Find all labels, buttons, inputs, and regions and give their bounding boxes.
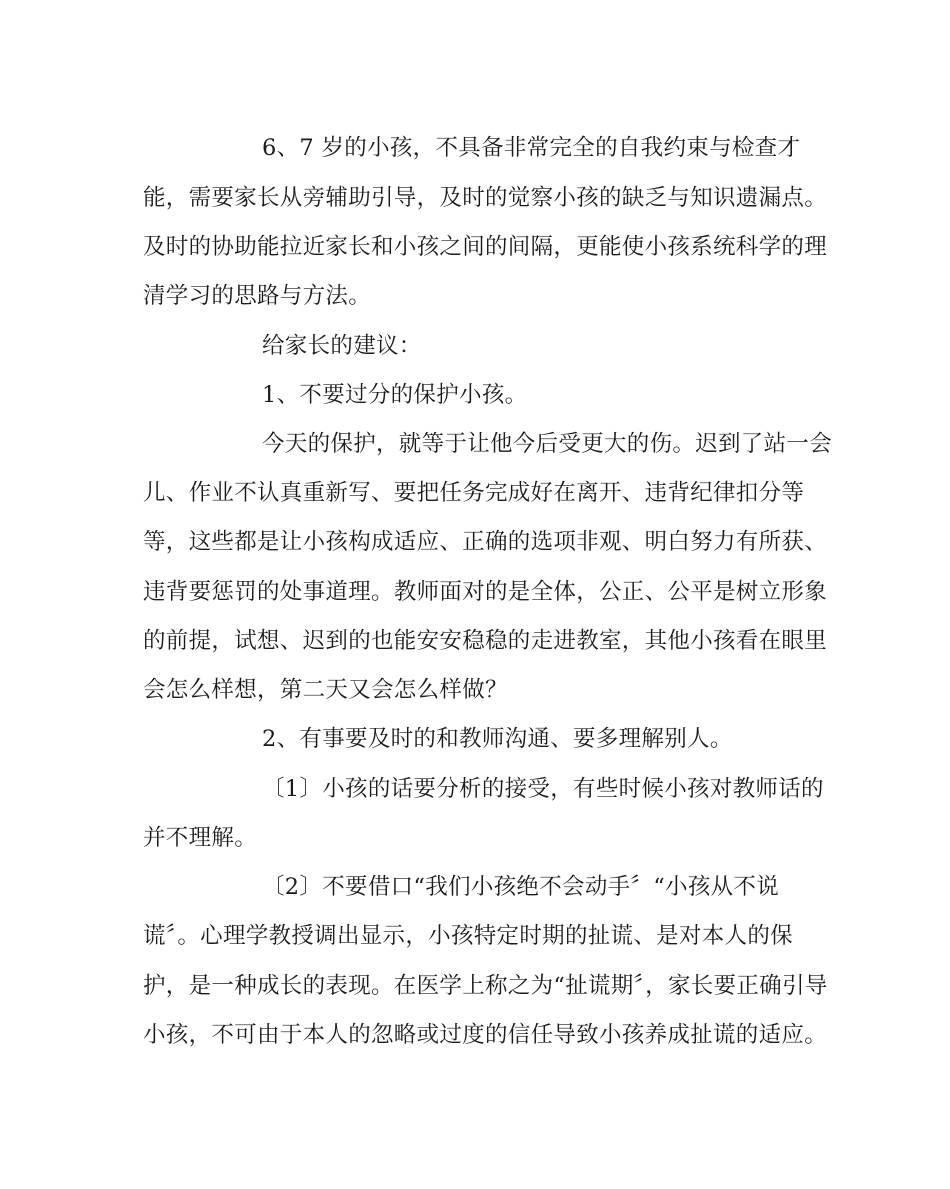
advice-item-2-title: 2、有事要及时的和教师沟通、要多理解别人。	[262, 726, 733, 752]
paragraph-1-line-4: 清学习的思路与方法。	[143, 283, 372, 309]
paragraph-1-line-1: 6、7 岁的小孩，不具备非常完全的自我约束与检查才	[262, 135, 801, 161]
advice-item-1-line-2: 儿、作业不认真重新写、要把任务完成好在离开、违背纪律扣分等	[143, 480, 805, 506]
advice-heading: 给家长的建议：	[262, 333, 422, 359]
advice-item-1-line-3: 等，这些都是让小孩构成适应、正确的选项非观、明白努力有所获、	[143, 529, 828, 555]
advice-item-1-line-6: 会怎么样想，第二天又会怎么样做？	[143, 677, 508, 703]
advice-item-2-sub-2-line-1: 〔2〕不要借口“我们小孩绝不会动手〞“小孩从不说	[262, 874, 780, 900]
paragraph-1-line-3: 及时的协助能拉近家长和小孩之间的间隔，更能使小孩系统科学的理	[143, 234, 828, 260]
advice-item-1-line-1: 今天的保护，就等于让他今后受更大的伤。迟到了站一会	[262, 431, 833, 457]
paragraph-1-line-2: 能，需要家长从旁辅助引导，及时的觉察小孩的缺乏与知识遗漏点。	[143, 185, 828, 211]
advice-item-2-sub-2-line-3: 护，是一种成长的表现。在医学上称之为“扯谎期〞，家长要正确引导	[143, 973, 828, 999]
advice-item-2-sub-1-line-1: 〔1〕小孩的话要分析的接受，有些时候小孩对教师话的	[262, 776, 824, 802]
advice-item-2-sub-2-line-4: 小孩，不可由于本人的忽略或过度的信任导致小孩养成扯谎的适应。	[143, 1022, 828, 1048]
advice-item-2-sub-1-line-2: 并不理解。	[143, 825, 258, 851]
advice-item-1-line-5: 的前提，试想、迟到的也能安安稳稳的走进教室，其他小孩看在眼里	[143, 628, 828, 654]
advice-item-2-sub-2-line-2: 谎〞。心理学教授调出显示，小孩特定时期的扯谎、是对本人的保	[143, 923, 793, 949]
advice-item-1-title: 1、不要过分的保护小孩。	[262, 382, 528, 408]
advice-item-1-line-4: 违背要惩罚的处事道理。教师面对的是全体，公正、公平是树立形象	[143, 579, 828, 605]
